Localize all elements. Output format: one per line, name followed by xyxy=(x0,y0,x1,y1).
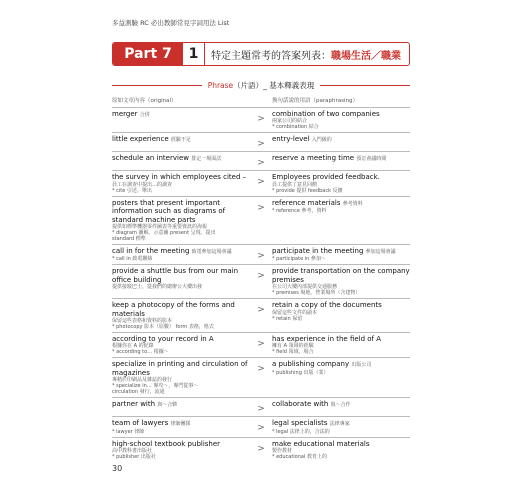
phrase-zh: 預訂會議時間 xyxy=(356,156,387,163)
table-row xyxy=(112,151,410,170)
phrase-en: provide a shuttle bus from our main office building xyxy=(112,267,239,284)
phrase-note: * cite 引述、舉出 xyxy=(112,187,152,194)
table-row xyxy=(112,196,410,244)
paraphrase-cell xyxy=(272,247,410,262)
phrase-note: 製作教材 xyxy=(272,448,293,455)
original-cell xyxy=(112,400,250,414)
original-cell xyxy=(112,335,250,355)
phrase-en: collaborate with xyxy=(272,400,329,409)
original-cell xyxy=(112,360,250,395)
phrase-zh: 參考資料 xyxy=(342,200,363,207)
phrase-line xyxy=(112,440,250,448)
phrase-note: 保留這些表格和資料的影本 xyxy=(112,318,173,325)
chevron-right-icon: > xyxy=(257,443,265,454)
phrase-en: reference materials xyxy=(272,198,341,207)
phrase-line xyxy=(272,173,410,181)
chevron-right-icon: > xyxy=(257,114,265,124)
phrase-en: call in for the meeting xyxy=(112,247,190,256)
phrase-note: * participate in 參加～ xyxy=(272,256,326,263)
phrase-note: 兩家公司的結合 xyxy=(272,118,308,125)
phrase-zh: 經驗不足 xyxy=(170,137,191,144)
chevron-right-icon: > xyxy=(257,158,265,169)
phrase-line xyxy=(272,154,410,163)
phrase-zh: 法律專家 xyxy=(329,421,350,428)
phrase-note: * lawyer 律師 xyxy=(112,428,145,435)
chevron-right-icon: > xyxy=(257,305,265,316)
phrase-note: * reference 參考，資料 xyxy=(272,208,327,215)
phrase-note: 保留這些文件的副本 xyxy=(272,309,318,316)
chevron-right-icon: > xyxy=(257,404,265,415)
phrase-note: * photocopy 影本（原數） form 表格，格式 xyxy=(112,324,214,331)
original-cell xyxy=(112,199,250,242)
phrase-zh: 排定一場面試 xyxy=(191,156,222,163)
paraphrase-cell xyxy=(272,110,410,130)
paraphrase-cell xyxy=(272,154,410,168)
phrase-en: entry-level xyxy=(272,135,310,144)
phrase-line xyxy=(272,400,410,409)
section-title-en: Phrase xyxy=(207,80,234,90)
section-title xyxy=(202,80,321,91)
section-title-paren: （片語） xyxy=(233,80,264,90)
chevron-right-icon: > xyxy=(257,339,265,350)
phrase-note: 員工在調查中提出…的調查 xyxy=(112,181,173,188)
phrase-line xyxy=(112,199,250,224)
phrase-en: participate in the meeting xyxy=(272,247,364,256)
phrase-en: specialize in printing and circulation of magazines xyxy=(112,360,248,377)
phrase-en: reserve a meeting time xyxy=(272,154,355,163)
original-cell xyxy=(112,419,250,434)
table-row xyxy=(112,416,410,436)
phrase-note: 提供接駁巴士，從我們的總辦公大樓出發 xyxy=(112,284,203,291)
phrase-line xyxy=(272,199,410,208)
phrase-note: * according to… 根據～ xyxy=(112,349,169,356)
chevron-right-icon: > xyxy=(257,251,265,262)
phrase-note: * retain 保留 xyxy=(272,315,303,322)
page-header: 多益測驗 RC 必出教師常見字詞用法 List xyxy=(112,19,230,27)
paraphrase-cell xyxy=(272,301,410,330)
chapter-title-accent: 職場生活／職業 xyxy=(331,50,401,62)
table-row xyxy=(112,397,410,416)
phrase-line xyxy=(112,135,250,144)
phrase-note: 提供如標準機器零件圖表等重要資訊的海報 xyxy=(112,224,208,231)
phrase-zh: 與～合作 xyxy=(330,402,351,409)
phrase-line xyxy=(112,173,250,181)
phrase-en: little experience xyxy=(112,135,169,144)
table-row xyxy=(112,107,410,132)
phrase-en: schedule an interview xyxy=(112,154,189,163)
phrase-en: the survey in which employees cited – xyxy=(112,173,247,182)
phrase-en: keep a photocopy of the forms and materials xyxy=(112,301,235,318)
phrase-zh: 與～合夥 xyxy=(157,402,178,409)
phrase-zh: 出版公司 xyxy=(351,362,372,369)
original-cell xyxy=(112,135,250,149)
phrase-en: a publishing company xyxy=(272,360,350,369)
chevron-right-icon: > xyxy=(257,271,265,282)
phrase-zh: 律師團隊 xyxy=(170,421,191,428)
paraphrase-cell xyxy=(272,267,410,296)
phrase-note: * legal 法律上的，合法的 xyxy=(272,428,330,435)
phrase-note: 員工提供了意見回饋 xyxy=(272,181,318,188)
table-row xyxy=(112,244,410,264)
phrase-en: according to your record in A xyxy=(112,335,214,344)
phrase-table xyxy=(112,96,410,462)
phrase-en: Employees provided feedback. xyxy=(272,173,380,182)
chevron-right-icon: > xyxy=(257,177,265,188)
phrase-en: combination of two companies xyxy=(272,110,380,118)
phrase-line xyxy=(272,135,410,144)
phrase-line xyxy=(272,419,410,428)
paraphrase-cell xyxy=(272,335,410,355)
section-rule-right xyxy=(320,85,410,86)
part-title-bar xyxy=(112,42,410,66)
phrase-note: 根據你在 A 的紀錄 xyxy=(112,343,154,350)
paraphrase-cell xyxy=(272,400,410,414)
phrase-zh: 致電參加這場會議 xyxy=(191,249,232,256)
phrase-note: 高中教科書出版社 xyxy=(112,448,153,455)
phrase-note: * provide 提供 feedback 反饋 xyxy=(272,187,343,194)
phrase-line xyxy=(112,301,250,318)
phrase-en: partner with xyxy=(112,400,156,409)
table-row xyxy=(112,132,410,151)
phrase-line xyxy=(272,440,410,448)
chevron-right-icon: > xyxy=(257,423,265,434)
phrase-line xyxy=(272,360,410,369)
phrase-note: * call in 致電聯絡 xyxy=(112,256,153,263)
table-body xyxy=(112,107,410,462)
phrase-zh: 參加這場會議 xyxy=(365,249,396,256)
original-cell xyxy=(112,301,250,330)
phrase-line xyxy=(112,419,250,428)
chapter-number: 1 xyxy=(183,43,205,65)
phrase-note: circulation 發行，流通 xyxy=(112,389,165,396)
phrase-note: 專精於印刷品及雜誌的發行 xyxy=(112,377,173,384)
phrase-zh: 入門級的 xyxy=(311,137,332,144)
paraphrase-cell xyxy=(272,360,410,395)
phrase-line xyxy=(272,267,410,284)
phrase-note: * diagram 圖解、示意圖 present 呈現、提出 xyxy=(112,230,216,237)
paraphrase-cell xyxy=(272,440,410,460)
paraphrase-cell xyxy=(272,135,410,149)
phrase-note: * field 領域，場合 xyxy=(272,349,314,356)
phrase-en: has experience in the field of A xyxy=(272,335,382,344)
phrase-note: * premises 場地，營業場所（含建物） xyxy=(272,290,361,297)
phrase-en: retain a copy of the documents xyxy=(272,301,382,310)
phrase-note: standard 標準 xyxy=(112,236,146,243)
section-heading xyxy=(112,79,410,91)
phrase-note: * combination 結合 xyxy=(272,124,319,131)
phrase-line xyxy=(112,110,250,119)
phrase-note: * publisher 出版社 xyxy=(112,454,156,461)
phrase-en: high-school textbook publisher xyxy=(112,439,221,448)
table-row xyxy=(112,437,410,462)
original-cell xyxy=(112,440,250,460)
table-row xyxy=(112,264,410,298)
phrase-line xyxy=(112,267,250,284)
table-header xyxy=(112,96,410,107)
phrase-line xyxy=(112,154,250,163)
table-row xyxy=(112,357,410,397)
original-cell xyxy=(112,154,250,168)
table-row xyxy=(112,170,410,195)
original-cell xyxy=(112,110,250,130)
column-header-paraphrase: 換句話說的用語（paraphrasing） xyxy=(272,98,358,104)
phrase-zh: 合併 xyxy=(139,112,150,118)
phrase-note: 擁有 A 領域的經驗 xyxy=(272,343,314,350)
section-title-rest: _ 基本釋義表現 xyxy=(263,80,315,90)
column-header-original: 原如文章內容（original） xyxy=(112,98,177,104)
phrase-en: make educational materials xyxy=(272,439,370,448)
section-rule-left xyxy=(112,85,202,86)
phrase-note: * publishing 出版（業） xyxy=(272,369,329,376)
chevron-right-icon: > xyxy=(257,202,265,213)
page-number: 30 xyxy=(112,464,123,473)
phrase-line xyxy=(272,301,410,309)
part-label: Part 7 xyxy=(113,43,183,65)
phrase-line xyxy=(112,400,250,409)
paraphrase-cell xyxy=(272,419,410,434)
phrase-note: * specialize in… 專攻～，專門從事～ xyxy=(112,383,199,390)
original-cell xyxy=(112,267,250,296)
paraphrase-cell xyxy=(272,199,410,242)
table-row xyxy=(112,298,410,332)
phrase-note: 在公司大樓內部提供交通服務 xyxy=(272,284,338,291)
phrase-note: * educational 教育上的 xyxy=(272,454,327,461)
phrase-en: provide transportation on the company premises xyxy=(272,267,410,284)
paraphrase-cell xyxy=(272,173,410,193)
chapter-title xyxy=(205,43,401,65)
chevron-right-icon: > xyxy=(257,139,265,150)
original-cell xyxy=(112,173,250,193)
phrase-line xyxy=(112,360,250,377)
phrase-en: merger xyxy=(112,110,138,118)
original-cell xyxy=(112,247,250,262)
table-row xyxy=(112,332,410,357)
phrase-en: posters that present important information such as diagrams of standard machine parts xyxy=(112,198,226,224)
phrase-en: legal specialists xyxy=(272,419,328,428)
chapter-title-prefix: 特定主題常考的答案列表： xyxy=(211,50,331,62)
phrase-en: team of lawyers xyxy=(112,419,169,428)
chevron-right-icon: > xyxy=(257,364,265,375)
